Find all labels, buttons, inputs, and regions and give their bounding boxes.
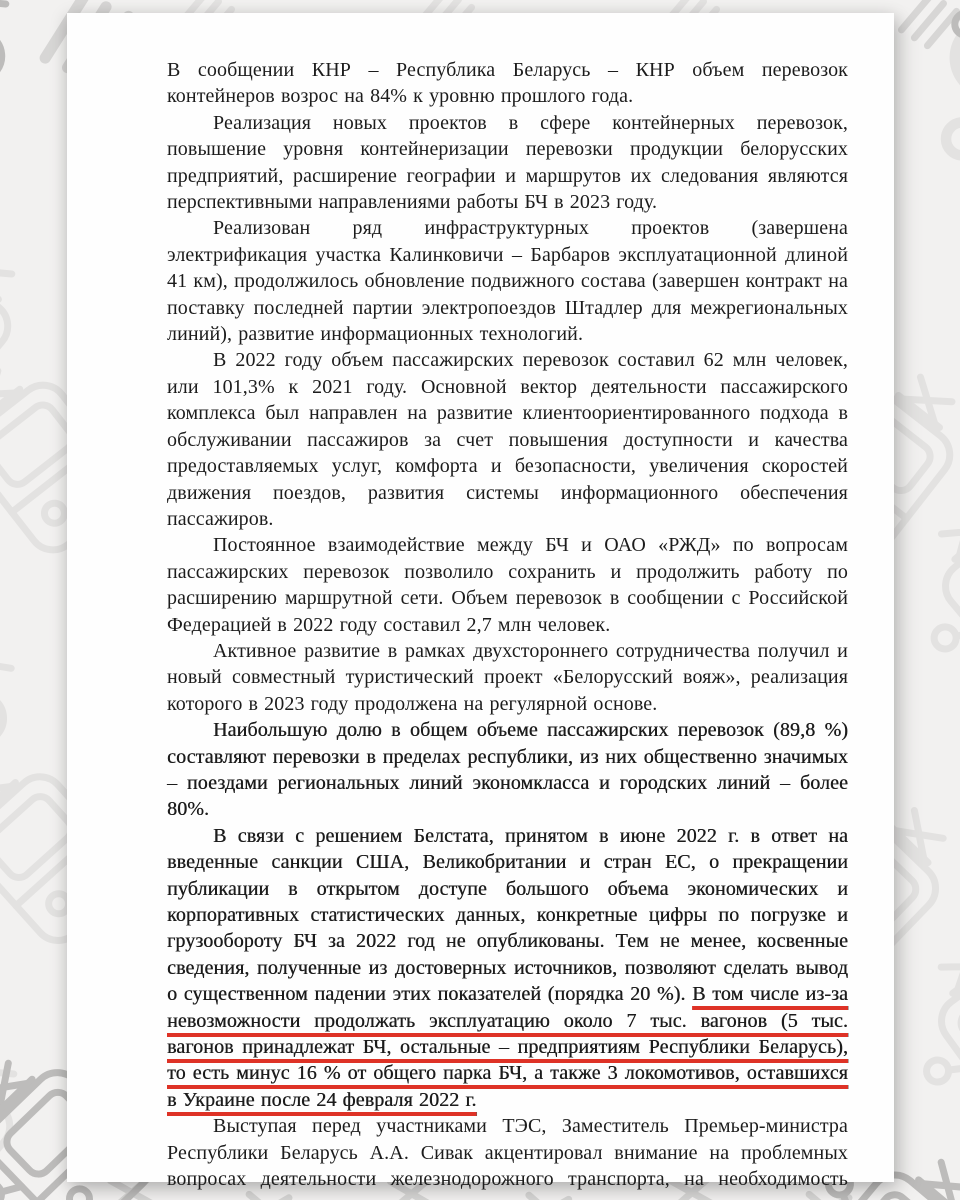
red-underlined-passage: В том числе из-за невозможности продолжать эксплуатацию около 7 тыс. вагонов (5 тыс. вагонов принадлежат БЧ, остальные – предприятиям Республики Беларусь), то есть минус 16 % от общего парка БЧ, а также 3 локомотивов, оставшихся в Украине после 24 февраля 2022 г. (167, 983, 848, 1111)
paragraph-tourist-project: Активное развитие в рамках двухстороннего сотрудничества получил и новый совместный туристический проект «Белорусский вояж», реализация которого в 2023 году продолжена на регулярной основе. (167, 639, 848, 715)
paragraph-rzd-cooperation: Постоянное взаимодействие между БЧ и ОАО «РЖД» по вопросам пассажирских перевозок позволило сохранить и продолжить работу по расширению маршрутной сети. Объем перевозок в сообщении с Российской Федерацией в 2022 году составил 2,7 млн человек. (167, 534, 848, 636)
belstat-plain-text: В связи с решением Белстата, принятом в июне 2022 г. в ответ на введенные санкции США, Великобритании и стран ЕС, о прекращении публикации в открытом доступе большого объема экономических и корпоративных статистических данных, конкретные цифры по погрузке и грузообороту БЧ за 2022 год не опубликованы. Тем не менее, косвенные сведения, полученные из достоверных источников, позволяют сделать вывод о существенном падении этих показателей (порядка 20 %). (167, 824, 848, 1006)
paragraph-passenger-2022: В 2022 году объем пассажирских перевозок составил 62 млн человек, или 101,3% к 2021 году. Основной вектор деятельности пассажирского комплекса был направлен на развитие клиентоориентированного подхода в обслуживании пассажиров за счет повышения доступности и качества предоставляемых услуг, комфорта и безопасности, увеличения скоростей движения поездов, развития системы информационного обеспечения пассажиров. (167, 349, 848, 530)
document-text-block (167, 57, 848, 1192)
document-page (67, 13, 894, 1191)
paragraph-domestic-share: Наибольшую долю в общем объеме пассажирских перевозок (89,8 %) составляют перевозки в пределах республики, из них общественно значимых – поездами региональных линий экономкласса и городских линий – более 80%. (167, 719, 848, 821)
paragraph-new-projects: Реализация новых проектов в сфере контейнерных перевозок, повышение уровня контейнеризации перевозки продукции белорусских предприятий, расширение географии и маршрутов их следования являются перспективными направлениями работы БЧ в 2023 году. (167, 111, 848, 214)
paragraph-sivak-speech: Выступая перед участниками ТЭС, Заместитель Премьер-министра Республики Беларусь А.А. Сивак акцентировал внимание на проблемных вопросах деятельности железнодорожного транспорта, на необходимость (167, 1115, 848, 1191)
paragraph-container-volumes: В сообщении КНР – Республика Беларусь – КНР объем перевозок контейнеров возрос на 84% к уровню прошлого года. (167, 59, 848, 108)
tram-front-icon (0, 0, 33, 165)
diagonal-hatch-icon (900, 0, 958, 49)
paragraph-belstat-sanctions (167, 823, 848, 1113)
paragraph-infrastructure: Реализован ряд инфраструктурных проектов (завершена электрификация участка Калинковичи – Барбаров эксплуатационной длиной 41 км), продолжилось обновление подвижного состава (завершен контракт на поставку последней партии электропоездов Штадлер для межрегиональных линий), развитие информационных технологий. (167, 217, 848, 346)
tram-front-icon (884, 485, 960, 720)
